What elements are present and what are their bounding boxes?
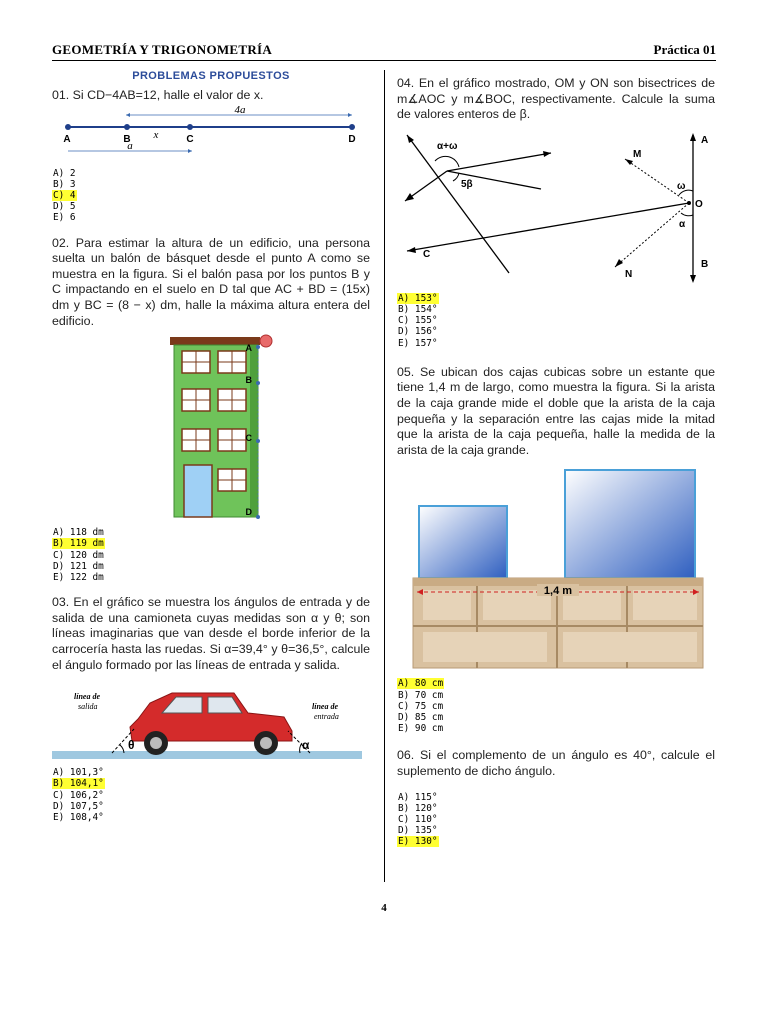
option-e[interactable]: E) 108,4°: [53, 811, 104, 823]
option-a[interactable]: [397, 678, 715, 689]
question-6: [397, 748, 715, 847]
subject-title: GEOMETRÍA Y TRIGONOMETRÍA: [52, 42, 273, 57]
practice-label: Práctica 01: [653, 42, 716, 57]
length-label: 1,4 m: [543, 585, 573, 598]
option-a[interactable]: A) 2: [53, 167, 76, 179]
option-b[interactable]: B) 3: [53, 178, 76, 190]
option-e[interactable]: E) 90 cm: [398, 723, 444, 735]
options-list: [397, 792, 715, 848]
point-n-label: N: [625, 268, 633, 280]
point-o-label: O: [695, 198, 703, 210]
page-header: [52, 42, 716, 61]
point-c-label: C: [245, 433, 252, 444]
point-b-label: B: [701, 258, 709, 270]
option-e[interactable]: E) 6: [53, 212, 76, 224]
option-c[interactable]: [52, 190, 370, 201]
options-list: [52, 767, 370, 823]
highlighted-answer: A) 153°: [398, 292, 438, 304]
option-d[interactable]: D) 121 dm: [53, 560, 104, 572]
highlighted-answer: E) 130°: [398, 836, 438, 848]
option-b[interactable]: [52, 538, 370, 549]
label-4a: 4a: [234, 105, 246, 116]
point-b-label: B: [245, 375, 252, 386]
point-a-label: A: [701, 134, 709, 146]
point-b-label: B: [123, 133, 131, 145]
question-text: 01. Si CD−4AB=12, halle el valor de x.: [52, 88, 264, 102]
question-text: 02. Para estimar la altura de un edificio, una persona suelta un balón de básquet desde el punto A como se muestra en la figura. Si el balón pasa por los puntos B y C impactando en el suelo en D tal que AC + BD = (15x) dm y BC = (8 − x) dm, halle la máxima altura entera del edificio.: [52, 235, 370, 328]
question-2: [52, 236, 370, 584]
options-list: [52, 527, 370, 583]
option-d[interactable]: D) 135°: [398, 825, 438, 837]
point-a-label: A: [63, 133, 71, 145]
option-c[interactable]: C) 155°: [398, 315, 438, 327]
building-figure: [52, 333, 370, 523]
question-text: 05. Se ubican dos cajas cubicas sobre un estante que tiene 1,4 m de largo, como muestra la figura. Si la arista de la caja grande mide el doble que la arista de la caja pequeña y la separación entre las cajas mide la mitad que la arista de la caja pequeña, halle la medida de la arista de la caja grande.: [397, 364, 715, 457]
point-c-label: C: [423, 248, 431, 260]
option-b[interactable]: B) 154°: [398, 303, 438, 315]
right-column: [397, 70, 715, 848]
option-e[interactable]: E) 157°: [398, 337, 438, 349]
option-d[interactable]: D) 107,5°: [53, 800, 104, 812]
option-b[interactable]: B) 120°: [398, 802, 438, 814]
point-c-label: C: [186, 133, 194, 145]
question-1: [52, 88, 370, 224]
point-a-label: A: [245, 343, 252, 354]
large-box: [565, 470, 695, 578]
alpha-label: α: [679, 218, 686, 230]
section-title: PROBLEMAS PROPUESTOS: [132, 70, 290, 82]
highlighted-answer: A) 80 cm: [398, 678, 444, 690]
option-b[interactable]: B) 70 cm: [398, 689, 444, 701]
option-c[interactable]: C) 110°: [398, 813, 438, 825]
option-a[interactable]: A) 101,3°: [53, 767, 104, 779]
alpha-omega-label: α+ω: [437, 140, 458, 152]
point-d-label: D: [245, 507, 252, 518]
point-d-dot: [349, 124, 355, 130]
question-5: [397, 365, 715, 735]
option-b[interactable]: [52, 778, 370, 789]
highlighted-answer: B) 104,1°: [53, 778, 104, 790]
angles-figure: [397, 129, 715, 287]
svg-text:entrada: entrada: [314, 712, 339, 722]
question-text: 06. Si el complemento de un ángulo es 40°, calcule el suplemento de dicho ángulo.: [397, 748, 715, 778]
point-c-dot: [187, 124, 193, 130]
option-d[interactable]: D) 5: [53, 201, 76, 213]
exit-line-label: línea de: [74, 692, 100, 702]
option-e[interactable]: E) 122 dm: [53, 571, 104, 583]
theta-label: θ: [128, 738, 135, 753]
svg-text:salida: salida: [78, 702, 98, 712]
point-b-dot: [124, 124, 130, 130]
small-box: [419, 506, 507, 578]
door: [184, 465, 212, 517]
ground: [52, 751, 362, 759]
column-divider: [384, 70, 385, 882]
point-d-label: D: [348, 133, 356, 145]
options-list: [397, 293, 715, 349]
label-x: x: [153, 128, 159, 141]
option-c[interactable]: C) 75 cm: [398, 700, 444, 712]
label-a: a: [127, 139, 133, 152]
car-figure: [52, 683, 370, 765]
option-a[interactable]: A) 118 dm: [53, 527, 104, 539]
question-text: 03. En el gráfico se muestra los ángulos de entrada y de salida de una camioneta cuyas medidas son α y θ; son líneas imaginarias que van desde el borde inferior de la carrocería hasta las ruedas. Si α=39,4° y θ=36,5°, calcule el ángulo formado por las líneas de entrada y salida.: [52, 595, 370, 672]
left-column: [52, 70, 370, 823]
highlighted-answer: C) 4: [53, 190, 76, 201]
option-e[interactable]: [397, 836, 715, 847]
shelf-figure: [397, 462, 715, 674]
highlighted-answer: B) 119 dm: [53, 538, 104, 550]
option-a[interactable]: A) 115°: [398, 791, 438, 803]
options-list: [397, 678, 715, 734]
options-list: [52, 168, 370, 224]
point-m-label: M: [633, 148, 642, 160]
option-c[interactable]: C) 106,2°: [53, 789, 104, 801]
ball-icon: [260, 335, 272, 347]
omega-label: ω: [677, 180, 686, 192]
question-4: [397, 76, 715, 349]
option-d[interactable]: D) 85 cm: [398, 711, 444, 723]
segment-figure: [52, 106, 370, 158]
option-a[interactable]: [397, 293, 715, 304]
page-number: 4: [381, 902, 387, 914]
option-d[interactable]: D) 156°: [398, 326, 438, 338]
question-3: [52, 595, 370, 823]
question-text: 04. En el gráfico mostrado, OM y ON son bisectrices de m∡AOC y m∡BOC, respectivamente. Calcule la suma de valores enteros de β.: [397, 76, 715, 122]
alpha-label: α: [302, 738, 310, 753]
five-beta-label: 5β: [461, 178, 473, 190]
option-c[interactable]: C) 120 dm: [53, 549, 104, 561]
point-a-dot: [65, 124, 71, 130]
entry-line-label: línea de: [312, 702, 338, 712]
